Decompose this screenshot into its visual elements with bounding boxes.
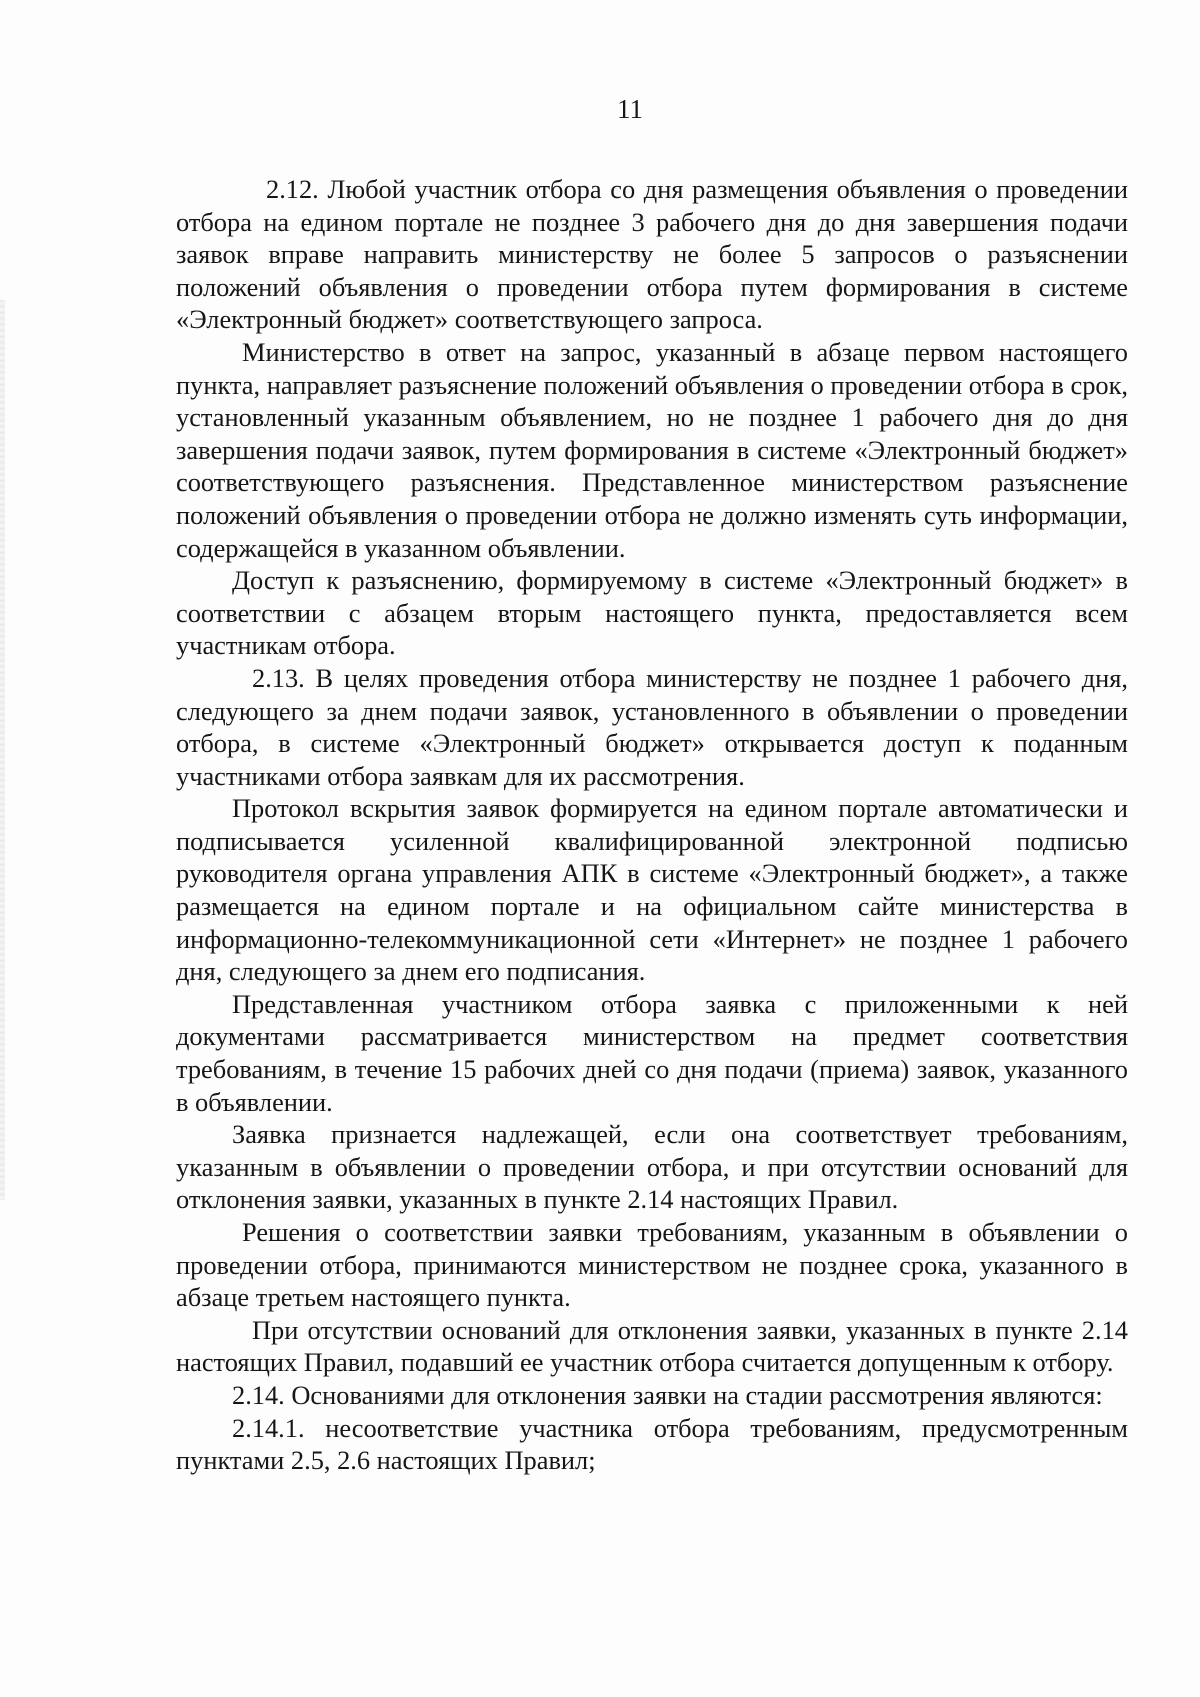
paragraph-admission: При отсутствии оснований для отклонения заявки, указанных в пункте 2.14 настоящих Правил, подавший ее участник отбора считается допущенным к отбору. <box>176 1314 1128 1378</box>
paragraph-access-clarification: Доступ к разъяснению, формируемому в системе «Электронный бюджет» в соответствии с абзацем вторым настоящего пункта, предоставляется всем участникам отбора. <box>176 565 1128 661</box>
paragraph-application-review: Представленная участником отбора заявка с приложенными к ней документами рассматривается министерством на предмет соответствия требованиям, в течение 15 рабочих дней со дня подачи (приема) заявок, указанного в объявлении. <box>176 988 1128 1117</box>
document-body <box>176 173 1128 1477</box>
paragraph-compliance-decision: Решения о соответствии заявки требованиям, указанным в объявлении о проведении отбора, принимаются министерством не позднее срока, указанного в абзаце третьем настоящего пункта. <box>176 1217 1128 1313</box>
paragraph-2-14-1: 2.14.1. несоответствие участника отбора требованиям, предусмотренным пунктами 2.5, 2.6 настоящих Правил; <box>176 1412 1128 1476</box>
paragraph-2-14: 2.14. Основаниями для отклонения заявки на стадии рассмотрения являются: <box>232 1379 1103 1410</box>
paragraph-2-13: 2.13. В целях проведения отбора министерству не позднее 1 рабочего дня, следующего за днем подачи заявок, установленного в объявлении о проведении отбора, в системе «Электронный бюджет» открывается доступ к поданным участниками отбора заявкам для их рассмотрения. <box>176 662 1128 791</box>
paragraph-application-proper: Заявка признается надлежащей, если она соответствует требованиям, указанным в объявлении о проведении отбора, и при отсутствии оснований для отклонения заявки, указанных в пункте 2.14 настоящих Правил. <box>176 1119 1128 1215</box>
page-number: 11 <box>617 94 643 124</box>
paragraph-ministry-response: Министерство в ответ на запрос, указанный в абзаце первом настоящего пункта, направляет разъяснение положений объявления о проведении отбора в срок, установленный указанным объявлением, но не позднее 1 рабочего дня до дня завершения подачи заявок, путем формирования в системе «Электронный бюджет» соответствующего разъяснения. Представленное министерством разъяснение положений объявления о проведении отбора не должно изменять суть информации, содержащейся в указанном объявлении. <box>176 336 1128 563</box>
scan-edge-artifact <box>0 300 5 1200</box>
paragraph-opening-protocol: Протокол вскрытия заявок формируется на едином портале автоматически и подписывается усиленной квалифицированной электронной подписью руководителя органа управления АПК в системе «Электронный бюджет», а также размещается на едином портале и на официальном сайте министерства в информационно-телекоммуникационной сети «Интернет» не позднее 1 рабочего дня, следующего за днем его подписания. <box>176 793 1128 987</box>
paragraph-2-12: 2.12. Любой участник отбора со дня размещения объявления о проведении отбора на едином портале не позднее 3 рабочего дня до дня завершения подачи заявок вправе направить министерству не более 5 запросов о разъяснении положений объявления о проведении отбора путем формирования в системе «Электронный бюджет» соответствующего запроса. <box>176 174 1128 335</box>
